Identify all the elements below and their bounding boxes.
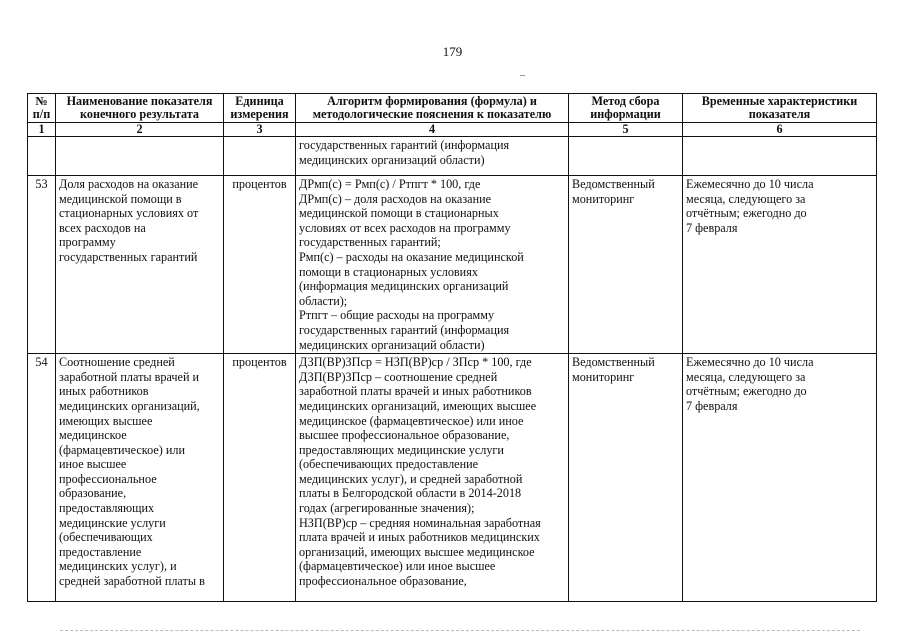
column-number: 6 xyxy=(683,123,877,137)
column-number: 1 xyxy=(28,123,56,137)
cell-method: Ведомственный мониторинг xyxy=(569,176,683,354)
table-header-row xyxy=(28,94,877,123)
cell-unit: процентов xyxy=(224,354,296,602)
table-row xyxy=(28,176,877,354)
table-row-continuation xyxy=(28,137,877,176)
cell-num: 54 xyxy=(28,354,56,602)
page-number: 179 xyxy=(442,44,463,59)
cell-name: Соотношение средней заработной платы врачей и иных работников медицинских организаций, имеющих высшее медицинское (фармацевтическое) или иное высшее профессиональное образование, предоставляющих медицинские услуги (обеспечивающих предоставление медицинских услуг), и средней заработной платы в xyxy=(56,354,224,602)
cell-algorithm: ДЗП(ВР)ЗПср = НЗП(ВР)ср / ЗПср * 100, где ДЗП(ВР)ЗПср – соотношение средней заработной платы врачей и иных работников медицинских организаций, имеющих высшее медицинское (фармацевтическое) или иное высшее профессиональное образование, предоставляющих медицинские услуги (обеспечивающих предоставление медицинских услуг), и средней заработной платы в Белгородской области в 2014-2018 годах (агрегированные значения); НЗП(ВР)ср – средняя номинальная заработная плата врачей и иных работников медицинских организаций, имеющих высшее медицинское (фармацевтическое) или иное высшее профессиональное образование, xyxy=(296,354,569,602)
cell-method xyxy=(569,137,683,176)
table-row xyxy=(28,354,877,602)
cell-algorithm: государственных гарантий (информация медицинских организаций области) xyxy=(296,137,569,176)
cell-unit: процентов xyxy=(224,176,296,354)
indicator-table xyxy=(27,93,877,602)
cell-num: 53 xyxy=(28,176,56,354)
page-bottom-edge xyxy=(60,630,860,633)
column-number: 5 xyxy=(569,123,683,137)
cell-name xyxy=(56,137,224,176)
cell-method: Ведомственный мониторинг xyxy=(569,354,683,602)
header-method: Метод сбора информации xyxy=(569,94,683,123)
header-unit: Единица измерения xyxy=(224,94,296,123)
column-number: 4 xyxy=(296,123,569,137)
column-number: 3 xyxy=(224,123,296,137)
column-number: 2 xyxy=(56,123,224,137)
header-algorithm: Алгоритм формирования (формула) и методологические пояснения к показателю xyxy=(296,94,569,123)
cell-timing: Ежемесячно до 10 числа месяца, следующего за отчётным; ежегодно до 7 февраля xyxy=(683,176,877,354)
cell-num xyxy=(28,137,56,176)
column-number-row xyxy=(28,123,877,137)
cell-name: Доля расходов на оказание медицинской помощи в стационарных условиях от всех расходов на программу государственных гарантий xyxy=(56,176,224,354)
stray-mark: – xyxy=(520,70,525,81)
cell-timing: Ежемесячно до 10 числа месяца, следующего за отчётным; ежегодно до 7 февраля xyxy=(683,354,877,602)
cell-timing xyxy=(683,137,877,176)
cell-unit xyxy=(224,137,296,176)
header-timing: Временные характеристики показателя xyxy=(683,94,877,123)
cell-algorithm: ДРмп(с) = Рмп(с) / Ртпгт * 100, где ДРмп(с) – доля расходов на оказание медицинской помощи в стационарных условиях от всех расходов на программу государственных гарантий; Рмп(с) – расходы на оказание медицинской помощи в стационарных условиях (информация медицинских организаций области); Ртпгт – общие расходы на программу государственных гарантий (информация медицинских организаций области) xyxy=(296,176,569,354)
header-indicator-name: Наименование показателя конечного результата xyxy=(56,94,224,123)
header-num: № п/п xyxy=(28,94,56,123)
